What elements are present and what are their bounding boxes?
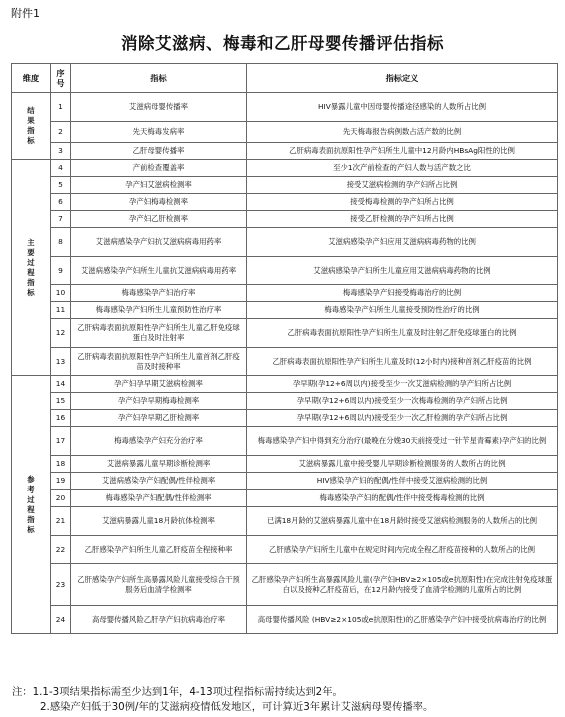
definition-cell: 乙肝病毒表面抗原阳性孕产妇所生儿童及时(12小时内)接种首剂乙肝疫苗的比例 (247, 348, 558, 376)
header-dimension: 维度 (12, 64, 51, 93)
definition-cell: 已满18月龄的艾滋病暴露儿童中在18月龄时接受艾滋病检测服务的人数所占的比例 (247, 507, 558, 536)
number-cell: 15 (51, 393, 71, 410)
table-row (12, 257, 558, 285)
note-2: 2.感染产妇低于30例/年的艾滋病疫情低发地区，可计算近3年累计艾滋病母婴传播率。 (40, 701, 434, 713)
header-indicator: 指标 (71, 64, 247, 93)
definition-cell: 乙肝病毒表面抗原阳性孕产妇所生儿童中12月龄内HBsAg阳性的比例 (247, 143, 558, 160)
definition-cell: 高母婴传播风险 (HBV≥2×105或e抗原阳性)的乙肝感染孕产妇中接受抗病毒治疗的比例 (247, 606, 558, 634)
number-cell: 20 (51, 490, 71, 507)
indicator-cell: 乙肝病毒表面抗原阳性孕产妇所生儿童乙肝免疫球蛋白及时注射率 (71, 319, 247, 348)
table-row (12, 285, 558, 302)
table-row (12, 319, 558, 348)
table-row (12, 143, 558, 160)
dimension-cell: 结 果 指 标 (12, 93, 51, 160)
indicator-cell: 艾滋病暴露儿童早期诊断检测率 (71, 456, 247, 473)
number-cell: 18 (51, 456, 71, 473)
number-cell: 22 (51, 536, 71, 564)
indicator-cell: 梅毒感染孕产妇配偶/性伴检测率 (71, 490, 247, 507)
definition-cell: 孕早期(孕12+6周以内)接受至少一次乙肝检测的孕产妇所占比例 (247, 410, 558, 427)
definition-cell: 乙肝病毒表面抗原阳性孕产妇所生儿童及时注射乙肝免疫球蛋白的比例 (247, 319, 558, 348)
table-row (12, 410, 558, 427)
table-row (12, 211, 558, 228)
definition-cell: 乙肝感染孕产妇所生儿童中在规定时间内完成全程乙肝疫苗接种的人数所占的比例 (247, 536, 558, 564)
number-cell: 5 (51, 177, 71, 194)
table-row (12, 93, 558, 122)
number-cell: 24 (51, 606, 71, 634)
number-cell: 9 (51, 257, 71, 285)
indicator-cell: 乙肝感染孕产妇所生儿童乙肝疫苗全程接种率 (71, 536, 247, 564)
indicator-cell: 乙肝感染孕产妇所生高暴露风险儿童接受综合干预服务后血清学检测率 (71, 564, 247, 606)
document-title: 消除艾滋病、梅毒和乙肝母婴传播评估指标 (121, 34, 444, 53)
table-row (12, 348, 558, 376)
number-cell: 12 (51, 319, 71, 348)
notes (12, 685, 433, 715)
number-cell: 4 (51, 160, 71, 177)
number-cell: 2 (51, 122, 71, 143)
indicator-cell: 孕产妇艾滋病检测率 (71, 177, 247, 194)
header-definition: 指标定义 (247, 64, 558, 93)
table-row (12, 427, 558, 456)
definition-cell: 孕早期(孕12+6周以内)接受至少一次艾滋病检测的孕产妇所占比例 (247, 376, 558, 393)
table-row (12, 507, 558, 536)
table-row (12, 160, 558, 177)
header-number: 序号 (51, 64, 71, 93)
indicator-cell: 梅毒感染孕产妇治疗率 (71, 285, 247, 302)
indicator-cell: 孕产妇孕早期梅毒检测率 (71, 393, 247, 410)
definition-cell: 艾滋病暴露儿童中接受婴儿早期诊断检测服务的人数所占的比例 (247, 456, 558, 473)
table-row (12, 393, 558, 410)
indicator-table (11, 63, 558, 634)
indicator-cell: 艾滋病母婴传播率 (71, 93, 247, 122)
number-cell: 1 (51, 93, 71, 122)
table-row (12, 606, 558, 634)
definition-cell: 艾滋病感染孕产妇所生儿童应用艾滋病病毒药物的比例 (247, 257, 558, 285)
indicator-cell: 孕产妇孕早期艾滋病检测率 (71, 376, 247, 393)
definition-cell: 至少1次产前检查的产妇人数与活产数之比 (247, 160, 558, 177)
definition-cell: 接受艾滋病检测的孕产妇所占比例 (247, 177, 558, 194)
indicator-cell: 艾滋病感染孕产妇所生儿童抗艾滋病病毒用药率 (71, 257, 247, 285)
number-cell: 11 (51, 302, 71, 319)
table-row (12, 302, 558, 319)
number-cell: 7 (51, 211, 71, 228)
definition-cell: 梅毒感染孕产妇中得到充分治疗(最晚在分娩30天前接受过一针苄星青霉素)孕产妇的比例 (247, 427, 558, 456)
number-cell: 6 (51, 194, 71, 211)
number-cell: 10 (51, 285, 71, 302)
table-row (12, 490, 558, 507)
definition-cell: 孕早期(孕12+6周以内)接受至少一次梅毒检测的孕产妇所占比例 (247, 393, 558, 410)
indicator-cell: 梅毒感染孕产妇充分治疗率 (71, 427, 247, 456)
attachment-label: 附件1 (11, 7, 40, 20)
indicator-cell: 艾滋病感染孕产妇配偶/性伴检测率 (71, 473, 247, 490)
indicator-cell: 艾滋病感染孕产妇抗艾滋病病毒用药率 (71, 228, 247, 257)
number-cell: 19 (51, 473, 71, 490)
definition-cell: 梅毒感染孕产妇接受梅毒治疗的比例 (247, 285, 558, 302)
table-row (12, 177, 558, 194)
number-cell: 16 (51, 410, 71, 427)
dimension-cell: 主 要 过 程 指 标 (12, 160, 51, 376)
number-cell: 8 (51, 228, 71, 257)
table-row (12, 194, 558, 211)
note-1: 注：1.1-3项结果指标需至少达到1年，4-13项过程指标需持续达到2年。 (12, 686, 343, 698)
table-row (12, 564, 558, 606)
definition-cell: HIV暴露儿童中因母婴传播途径感染的人数所占比例 (247, 93, 558, 122)
number-cell: 21 (51, 507, 71, 536)
number-cell: 23 (51, 564, 71, 606)
definition-cell: 接受梅毒检测的孕产妇所占比例 (247, 194, 558, 211)
table-row (12, 122, 558, 143)
indicator-cell: 艾滋病暴露儿童18月龄抗体检测率 (71, 507, 247, 536)
indicator-cell: 乙肝母婴传播率 (71, 143, 247, 160)
number-cell: 13 (51, 348, 71, 376)
indicator-cell: 乙肝病毒表面抗原阳性孕产妇所生儿童首剂乙肝疫苗及时接种率 (71, 348, 247, 376)
indicator-cell: 梅毒感染孕产妇所生儿童预防性治疗率 (71, 302, 247, 319)
table-row (12, 536, 558, 564)
table-row (12, 228, 558, 257)
definition-cell: 乙肝感染孕产妇所生高暴露风险儿童(孕产妇HBV≥2×105或e抗原阳性)在完成注射免疫球蛋白以及接种乙肝疫苗后，在12月龄内接受了血清学检测的儿童所占的比例 (247, 564, 558, 606)
indicator-cell: 孕产妇孕早期乙肝检测率 (71, 410, 247, 427)
table-row (12, 473, 558, 490)
definition-cell: 梅毒感染孕产妇的配偶/性伴中接受梅毒检测的比例 (247, 490, 558, 507)
definition-cell: HIV感染孕产妇的配偶/性伴中接受艾滋病检测的比例 (247, 473, 558, 490)
dimension-cell: 参 考 过 程 指 标 (12, 376, 51, 634)
definition-cell: 先天梅毒报告病例数占活产数的比例 (247, 122, 558, 143)
number-cell: 17 (51, 427, 71, 456)
indicator-cell: 孕产妇乙肝检测率 (71, 211, 247, 228)
definition-cell: 艾滋病感染孕产妇应用艾滋病病毒药物的比例 (247, 228, 558, 257)
table-row (12, 376, 558, 393)
definition-cell: 接受乙肝检测的孕产妇所占比例 (247, 211, 558, 228)
number-cell: 14 (51, 376, 71, 393)
table-row (12, 456, 558, 473)
definition-cell: 梅毒感染孕产妇所生儿童接受预防性治疗的比例 (247, 302, 558, 319)
number-cell: 3 (51, 143, 71, 160)
indicator-cell: 先天梅毒发病率 (71, 122, 247, 143)
indicator-cell: 产前检查覆盖率 (71, 160, 247, 177)
indicator-cell: 孕产妇梅毒检测率 (71, 194, 247, 211)
indicator-cell: 高母婴传播风险乙肝孕产妇抗病毒治疗率 (71, 606, 247, 634)
